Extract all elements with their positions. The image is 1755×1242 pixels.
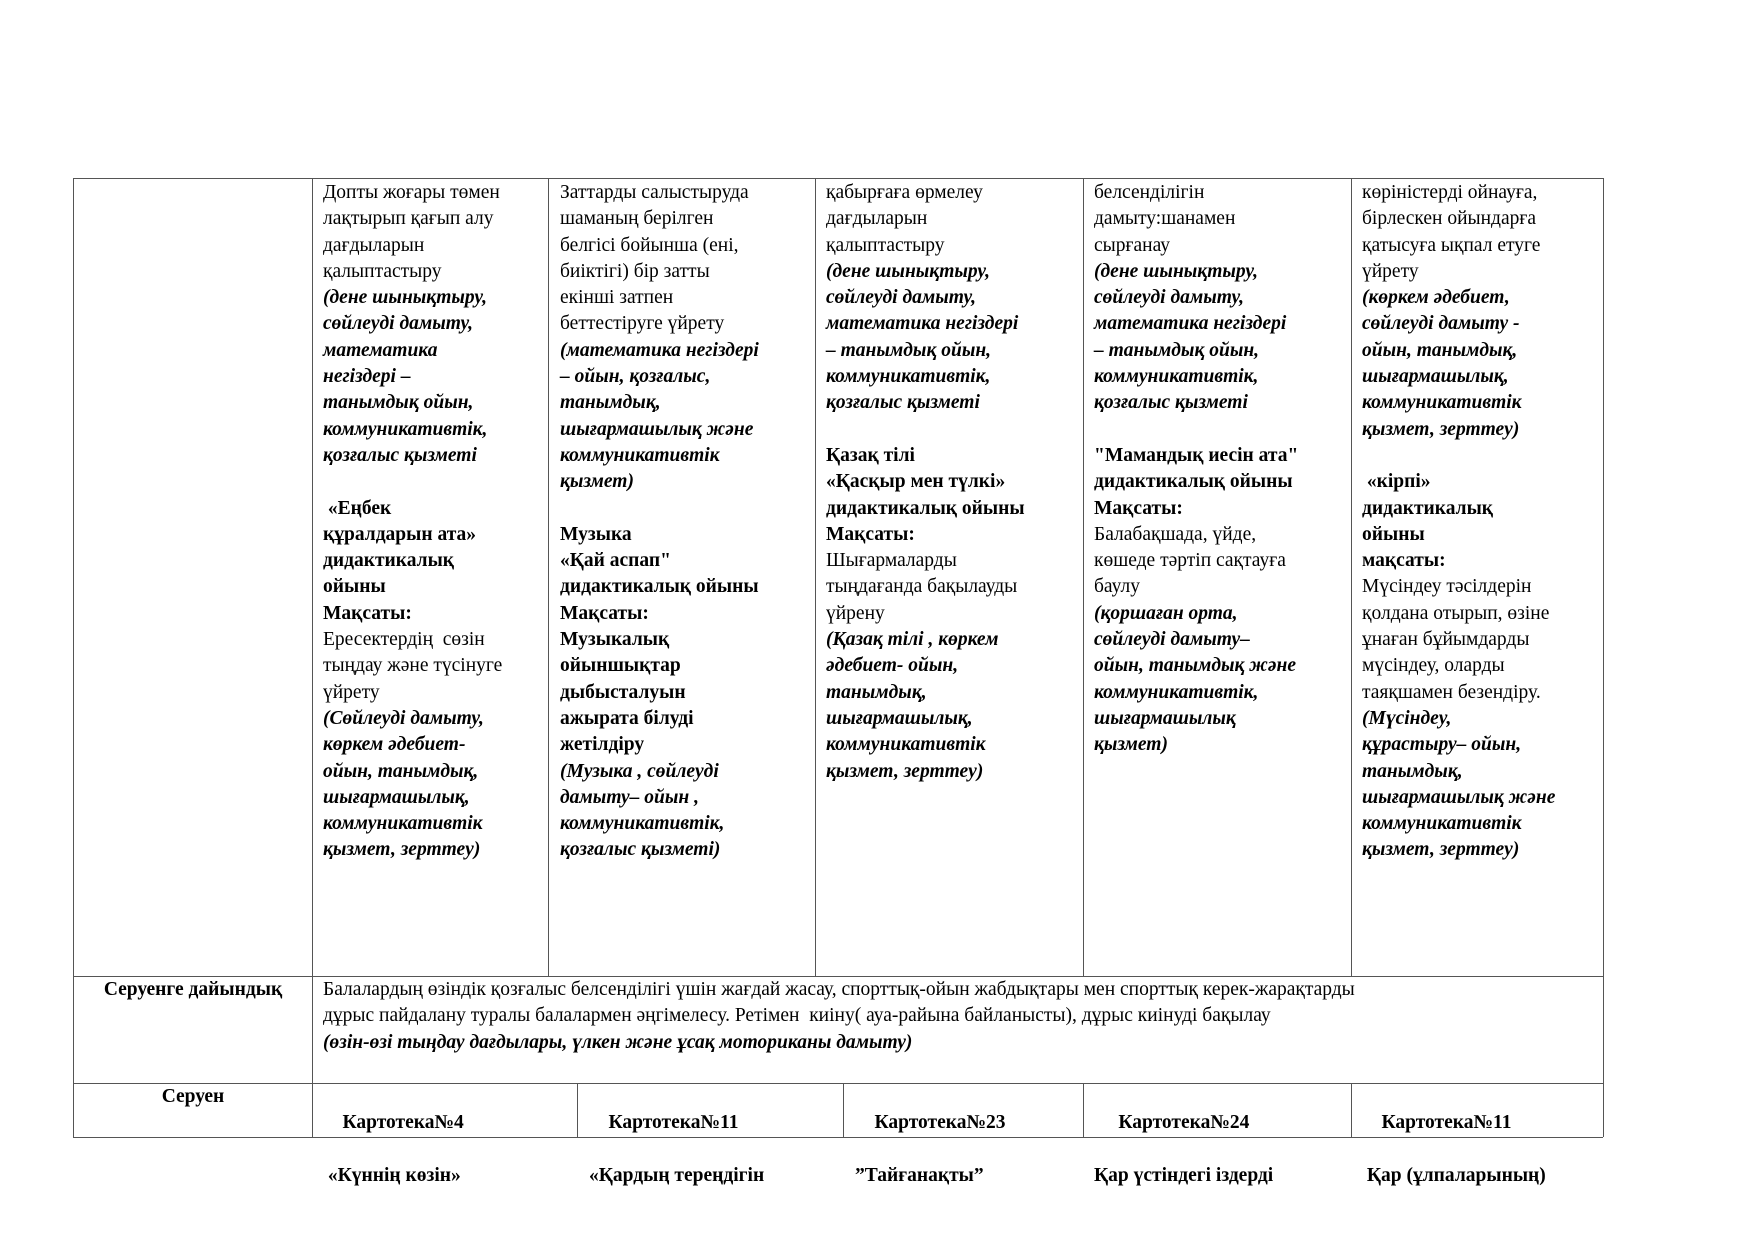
cell-text-line: таяқшамен безендіру. xyxy=(1362,681,1541,703)
cell-text-line: ойын, танымдық және xyxy=(1094,655,1296,677)
cell-text-line: сөйлеуді дамыту, xyxy=(826,287,977,309)
table-divider-walk-col3 xyxy=(843,1083,844,1137)
cell-text-line: қозғалыс қызметі xyxy=(323,444,477,466)
cell-text-line: (дене шынықтыру, xyxy=(323,287,487,309)
cell-text-line: дұрыс пайдалану туралы балалармен әңгімелесу. Ретімен киіну( ауа-райына байланысты), дұрыс киінуді бақылау xyxy=(323,1005,1271,1027)
cell-text-line: ойыншықтар xyxy=(560,655,681,677)
cell-text-line: шаманың берілген xyxy=(560,208,714,230)
cell-text-line: – танымдық ойын, xyxy=(826,339,992,361)
cell-text-line: Музыкалық xyxy=(560,629,670,651)
cell-text-line: шығармашылық xyxy=(1094,707,1236,729)
preparation-row-content xyxy=(323,977,1598,1056)
cell-text-line: (Сөйлеуді дамыту, xyxy=(323,707,484,729)
walk-card-title: «Қардың тереңдігін xyxy=(589,1164,765,1186)
cell-text-line: дыбысталуын xyxy=(560,681,686,703)
cell-text-line: "Мамандық иесін ата" xyxy=(1094,444,1299,466)
cell-text-line: ойын, танымдық, xyxy=(1362,339,1518,361)
cell-text-line: (өзін-өзі тыңдау дағдылары, үлкен және ұсақ моториканы дамыту) xyxy=(323,1031,913,1053)
cell-text-line: Қазақ тілі xyxy=(826,444,915,466)
cell-text-line: қалыптастыру xyxy=(323,260,442,282)
activity-cell-1 xyxy=(323,180,545,864)
cell-text-line: танымдық, xyxy=(560,392,661,414)
table-divider-walk-col5 xyxy=(1351,1083,1352,1137)
table-border-left xyxy=(73,178,74,1137)
cell-text-line: коммуникативтік, xyxy=(1094,366,1259,388)
cell-text-line: сөйлеуді дамыту, xyxy=(1094,287,1245,309)
cell-text-line: Шығармаларды xyxy=(826,550,957,572)
cell-text-line: коммуникативтік, xyxy=(1094,681,1259,703)
cell-text-line: дидактикалық xyxy=(323,550,455,572)
cell-text-line: құрастыру– ойын, xyxy=(1362,734,1522,756)
cell-text-line: тыңдағанда бақылауды xyxy=(826,576,1018,598)
table-divider-col5 xyxy=(1351,178,1352,976)
cell-text-line: үйрету xyxy=(323,681,380,703)
cell-text-line: (Мүсіндеу, xyxy=(1362,707,1452,729)
activity-cell-5 xyxy=(1362,180,1602,864)
cell-text-line: Балабақшада, үйде, xyxy=(1094,523,1257,545)
cell-text-line: (дене шынықтыру, xyxy=(826,260,990,282)
cell-text-line: коммуникативтік, xyxy=(323,418,488,440)
cell-text-line: жетілдіру xyxy=(560,734,645,756)
cell-text-line: «Еңбек xyxy=(323,497,392,519)
walk-card-title: Қар үстіндегі іздерді xyxy=(1094,1164,1274,1186)
cell-text-line: қолдана отырып, өзіне xyxy=(1362,602,1550,624)
cell-text-line: Заттарды салыстыруда xyxy=(560,182,749,203)
cell-text-line: дамыту:шанамен xyxy=(1094,208,1236,230)
table-divider-col4 xyxy=(1083,178,1084,976)
paragraph-gap xyxy=(323,469,545,495)
cell-text-line: танымдық, xyxy=(826,681,927,703)
activity-cell-3 xyxy=(826,180,1080,785)
cell-text-line: сөйлеуді дамыту, xyxy=(323,313,474,335)
cell-text-line: шығармашылық және xyxy=(1362,786,1556,808)
activity-cell-4 xyxy=(1094,180,1348,759)
cell-text-line: ойыны xyxy=(1362,523,1425,545)
cell-text-line: коммуникативтік xyxy=(826,734,986,756)
cell-text-line: үйрету xyxy=(1362,260,1419,282)
cell-text-line: лақтырып қағып алу xyxy=(323,208,494,230)
table-divider-label xyxy=(312,178,313,1137)
cell-text-line: (Музыка , сөйлеуді xyxy=(560,760,719,782)
cell-text-line: коммуникативтік, xyxy=(560,813,725,835)
cell-text-line: математика негіздері xyxy=(826,313,1019,335)
walk-row-label: Серуен xyxy=(161,1086,225,1107)
cell-text-line: коммуникативтік xyxy=(560,444,720,466)
cell-text-line: «Қай аспап" xyxy=(560,550,671,572)
cell-text-line: Ересектердің сөзін xyxy=(323,629,485,651)
walk-card-number: Картотека№24 xyxy=(1113,1112,1250,1134)
cell-text-line: Мақсаты: xyxy=(1094,497,1183,519)
cell-text-line: қызмет, зерттеу) xyxy=(1362,839,1520,861)
activity-cell-2 xyxy=(560,180,812,864)
cell-text-line: әдебиет- ойын, xyxy=(826,655,959,677)
cell-text-line: қалыптастыру xyxy=(826,234,945,256)
cell-text-line: (математика негіздері xyxy=(560,339,759,361)
table-border-right xyxy=(1603,178,1604,1137)
cell-text-line: дидактикалық ойыны xyxy=(1094,471,1293,493)
cell-text-line: бірлескен ойындарға xyxy=(1362,208,1537,230)
cell-text-line: екінші затпен xyxy=(560,287,674,309)
cell-text-line: математика негіздері xyxy=(1094,313,1287,335)
cell-text-line: ойын, танымдық, xyxy=(323,760,479,782)
cell-text-line: «кірпі» xyxy=(1362,471,1431,493)
cell-text-line: қызмет, зерттеу) xyxy=(826,760,984,782)
cell-text-line: коммуникативтік, xyxy=(826,366,991,388)
cell-text-line: коммуникативтік xyxy=(1362,813,1522,835)
paragraph-gap xyxy=(560,496,812,522)
cell-text-line: Мақсаты: xyxy=(323,602,412,624)
cell-text-line: (дене шынықтыру, xyxy=(1094,260,1258,282)
cell-text-line: дағдыларын xyxy=(323,234,425,256)
cell-text-line: ажырата білуді xyxy=(560,707,694,729)
cell-text-line: қозғалыс қызметі xyxy=(1094,392,1248,414)
cell-text-line: қозғалыс қызметі) xyxy=(560,839,721,861)
cell-text-line: тыңдау және түсінуге xyxy=(323,655,503,677)
preparation-row-label: Серуенге дайындық xyxy=(103,979,283,1000)
cell-text-line: дамыту– ойын , xyxy=(560,786,699,808)
cell-text-line: Балалардың өзіндік қозғалыс белсенділігі үшін жағдай жасау, спорттық-ойын жабдықтары мен спорттық керек-жарақтарды xyxy=(323,979,1355,1000)
cell-text-line: – ойын, қозғалыс, xyxy=(560,366,711,388)
cell-text-line: (қоршаған орта, xyxy=(1094,602,1238,624)
cell-text-line: негіздері – xyxy=(323,366,411,388)
cell-text-line: биіктігі) бір затты xyxy=(560,260,710,282)
cell-text-line: үйрену xyxy=(826,602,885,624)
cell-text-line: ойыны xyxy=(323,576,386,598)
walk-cell-2 xyxy=(589,1084,839,1242)
cell-text-line: сырғанау xyxy=(1094,234,1171,256)
cell-text-line: белсенділігін xyxy=(1094,182,1205,203)
cell-text-line: танымдық ойын, xyxy=(323,392,474,414)
cell-text-line: (Қазақ тілі , көркем xyxy=(826,629,999,651)
cell-text-line: баулу xyxy=(1094,576,1140,598)
cell-text-line: мүсіндеу, оларды xyxy=(1362,655,1505,677)
walk-card-title: Қар (ұлпаларының) xyxy=(1362,1164,1546,1186)
cell-text-line: беттестіруге үйрету xyxy=(560,313,725,335)
table-divider-walk-col2 xyxy=(577,1083,578,1137)
cell-text-line: қызмет) xyxy=(1094,734,1168,756)
walk-card-title: ”Тайғанақты” xyxy=(855,1164,984,1186)
paragraph-gap xyxy=(826,417,1080,443)
cell-text-line: Мақсаты: xyxy=(560,602,649,624)
cell-text-line: қозғалыс қызметі xyxy=(826,392,980,414)
cell-text-line: дидактикалық ойыны xyxy=(826,497,1025,519)
walk-cell-5 xyxy=(1362,1084,1602,1242)
cell-text-line: қызмет, зерттеу) xyxy=(323,839,481,861)
cell-text-line: (көркем әдебиет, xyxy=(1362,287,1510,309)
cell-text-line: сөйлеуді дамыту - xyxy=(1362,313,1520,335)
cell-text-line: шығармашылық және xyxy=(560,418,754,440)
cell-text-line: белгісі бойынша (ені, xyxy=(560,234,739,256)
cell-text-line: – танымдық ойын, xyxy=(1094,339,1260,361)
walk-cell-1 xyxy=(323,1084,573,1242)
cell-text-line: шығармашылық, xyxy=(323,786,470,808)
cell-text-line: коммуникативтік xyxy=(323,813,483,835)
cell-text-line: сөйлеуді дамыту– xyxy=(1094,629,1250,651)
cell-text-line: қатысуға ықпал етуге xyxy=(1362,234,1541,256)
cell-text-line: қызмет, зерттеу) xyxy=(1362,418,1520,440)
cell-text-line: көріністерді ойнауға, xyxy=(1362,182,1538,203)
cell-text-line: мақсаты: xyxy=(1362,550,1446,572)
cell-text-line: көркем әдебиет- xyxy=(323,734,466,756)
cell-text-line: «Қасқыр мен түлкі» xyxy=(826,471,1006,493)
cell-text-line: қызмет) xyxy=(560,471,634,493)
walk-card-number: Картотека№11 xyxy=(608,1112,739,1134)
cell-text-line: шығармашылық, xyxy=(826,707,973,729)
cell-text-line: Мақсаты: xyxy=(826,523,915,545)
table-divider-col2 xyxy=(548,178,549,976)
walk-card-number: Картотека№4 xyxy=(342,1112,464,1134)
cell-text-line: құралдарын ата» xyxy=(323,523,477,545)
cell-text-line: дидактикалық xyxy=(1362,497,1494,519)
cell-text-line: Допты жоғары төмен xyxy=(323,182,500,203)
paragraph-gap xyxy=(1362,443,1602,469)
walk-cell-4 xyxy=(1094,1084,1348,1242)
cell-text-line: коммуникативтік xyxy=(1362,392,1522,414)
paragraph-gap xyxy=(1094,417,1348,443)
cell-text-line: қабырғаға өрмелеу xyxy=(826,182,983,203)
cell-text-line: дағдыларын xyxy=(826,208,928,230)
table-divider-col3 xyxy=(815,178,816,976)
cell-text-line: ұнаған бұйымдарды xyxy=(1362,629,1530,651)
cell-text-line: көшеде тәртіп сақтауға xyxy=(1094,550,1286,572)
table-divider-walk-col4 xyxy=(1083,1083,1084,1137)
cell-text-line: Музыка xyxy=(560,523,632,545)
walk-cell-3 xyxy=(855,1084,1080,1242)
cell-text-line: математика xyxy=(323,339,438,361)
cell-text-line: шығармашылық, xyxy=(1362,366,1509,388)
walk-card-number: Картотека№23 xyxy=(874,1112,1006,1134)
walk-card-title: «Күннің көзін» xyxy=(323,1164,461,1186)
cell-text-line: Мүсіндеу тәсілдерін xyxy=(1362,576,1532,598)
cell-text-line: танымдық, xyxy=(1362,760,1463,782)
walk-card-number: Картотека№11 xyxy=(1381,1112,1512,1134)
table-border-top xyxy=(73,178,1603,179)
cell-text-line: дидактикалық ойыны xyxy=(560,576,759,598)
